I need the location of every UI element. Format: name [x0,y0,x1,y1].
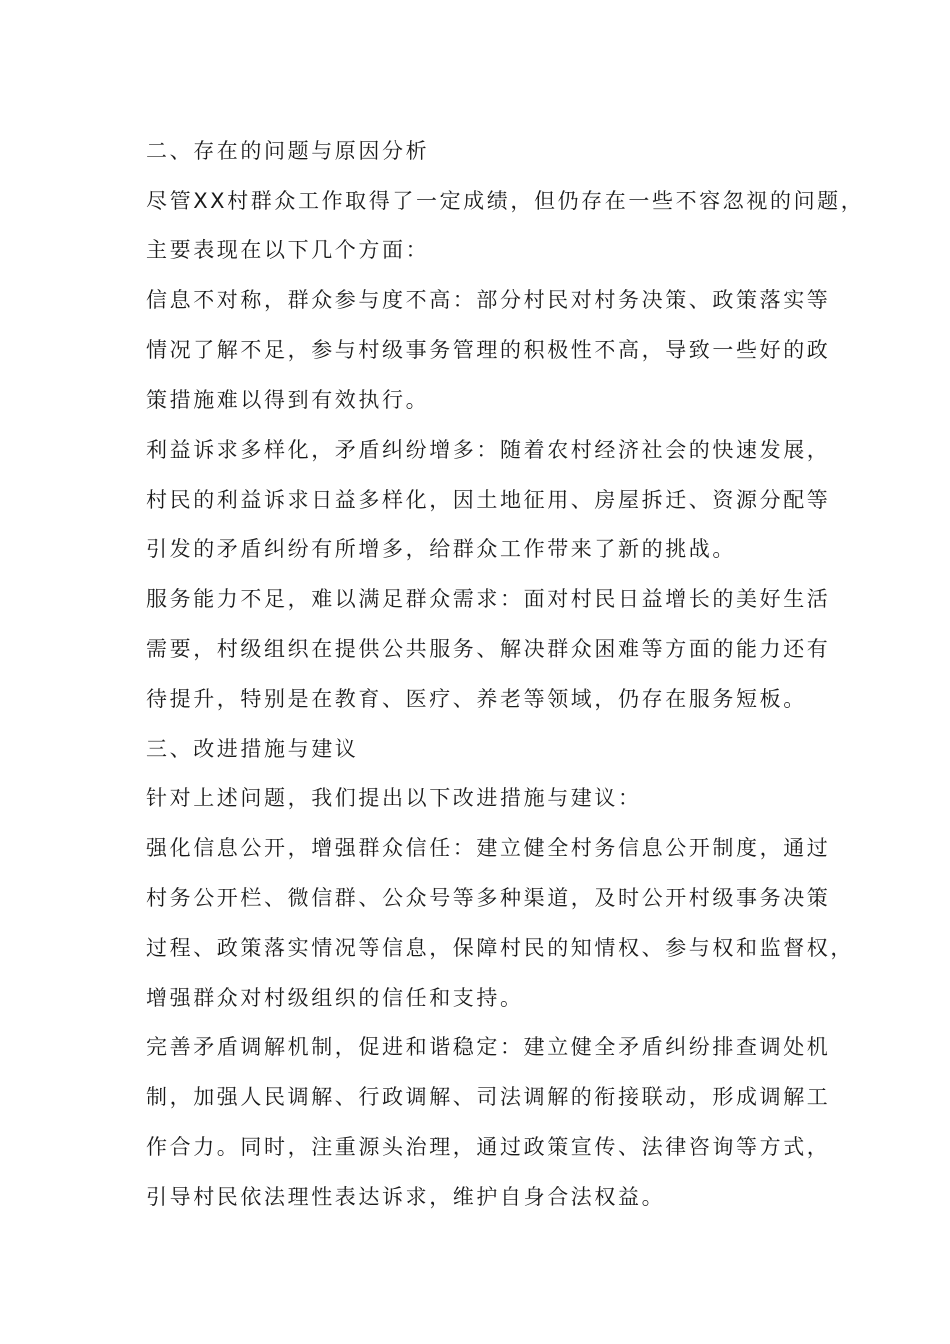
text-line: 信息不对称，群众参与度不高：部分村民对村务决策、政策落实等 [146,288,831,312]
text-line: 需要，村级组织在提供公共服务、解决群众困难等方面的能力还有 [146,637,831,661]
text-line: 制，加强人民调解、行政调解、司法调解的衔接联动，形成调解工 [146,1085,831,1109]
section-heading-measures: 三、改进措施与建议 [146,737,359,761]
text-line: 服务能力不足，难以满足群众需求：面对村民日益增长的美好生活 [146,587,831,611]
text-line: 过程、政策落实情况等信息，保障村民的知情权、参与权和监督权， [146,936,854,960]
text-line: 待提升，特别是在教育、医疗、养老等领域，仍存在服务短板。 [146,687,807,711]
text-line: 情况了解不足，参与村级事务管理的积极性不高，导致一些好的政 [146,338,831,362]
text-line: 作合力。同时，注重源头治理，通过政策宣传、法律咨询等方式， [146,1135,831,1159]
text-line: 引发的矛盾纠纷有所增多，给群众工作带来了新的挑战。 [146,537,736,561]
text-line: 增强群众对村级组织的信任和支持。 [146,986,524,1010]
text-line: 村民的利益诉求日益多样化，因土地征用、房屋拆迁、资源分配等 [146,488,831,512]
text-line: 主要表现在以下几个方面： [146,238,430,262]
text-line: 针对上述问题，我们提出以下改进措施与建议： [146,786,642,810]
section-heading-problems: 二、存在的问题与原因分析 [146,139,430,163]
text-line: 策措施难以得到有效执行。 [146,388,430,412]
text-line: 利益诉求多样化，矛盾纠纷增多：随着农村经济社会的快速发展， [146,438,831,462]
text-line: 强化信息公开，增强群众信任：建立健全村务信息公开制度，通过 [146,836,831,860]
text-line: 尽管XX村群众工作取得了一定成绩，但仍存在一些不容忽视的问题， [146,189,865,213]
text-line: 村务公开栏、微信群、公众号等多种渠道，及时公开村级事务决策 [146,886,831,910]
text-line: 完善矛盾调解机制，促进和谐稳定：建立健全矛盾纠纷排查调处机 [146,1035,831,1059]
text-line: 引导村民依法理性表达诉求，维护自身合法权益。 [146,1185,666,1209]
